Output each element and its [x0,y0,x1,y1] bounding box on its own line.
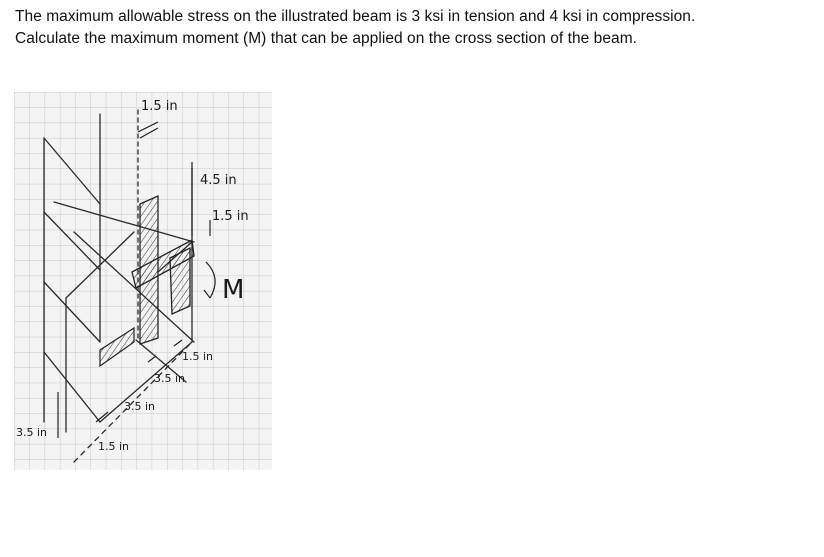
label-flange: 1.5 in [212,209,249,224]
label-moment: M [222,275,245,305]
label-web-thickness: 1.5 in [182,350,214,363]
beam-sketch [14,92,272,470]
problem-statement: The maximum allowable stress on the illustrated beam is 3 ksi in tension and 4 ksi in compression. Calculate the maximum moment (M) that can be applied on the cross section of the beam. [15,8,696,47]
beam-diagram [14,92,272,470]
label-web-depth-b: 3.5 in [124,400,156,413]
label-web-depth-a: 3.5 in [154,372,186,385]
label-left-height: 3.5 in [16,426,48,439]
label-top-width: 1.5 in [141,99,178,114]
label-bottom-width: 1.5 in [98,440,130,453]
label-height: 4.5 in [200,173,237,188]
